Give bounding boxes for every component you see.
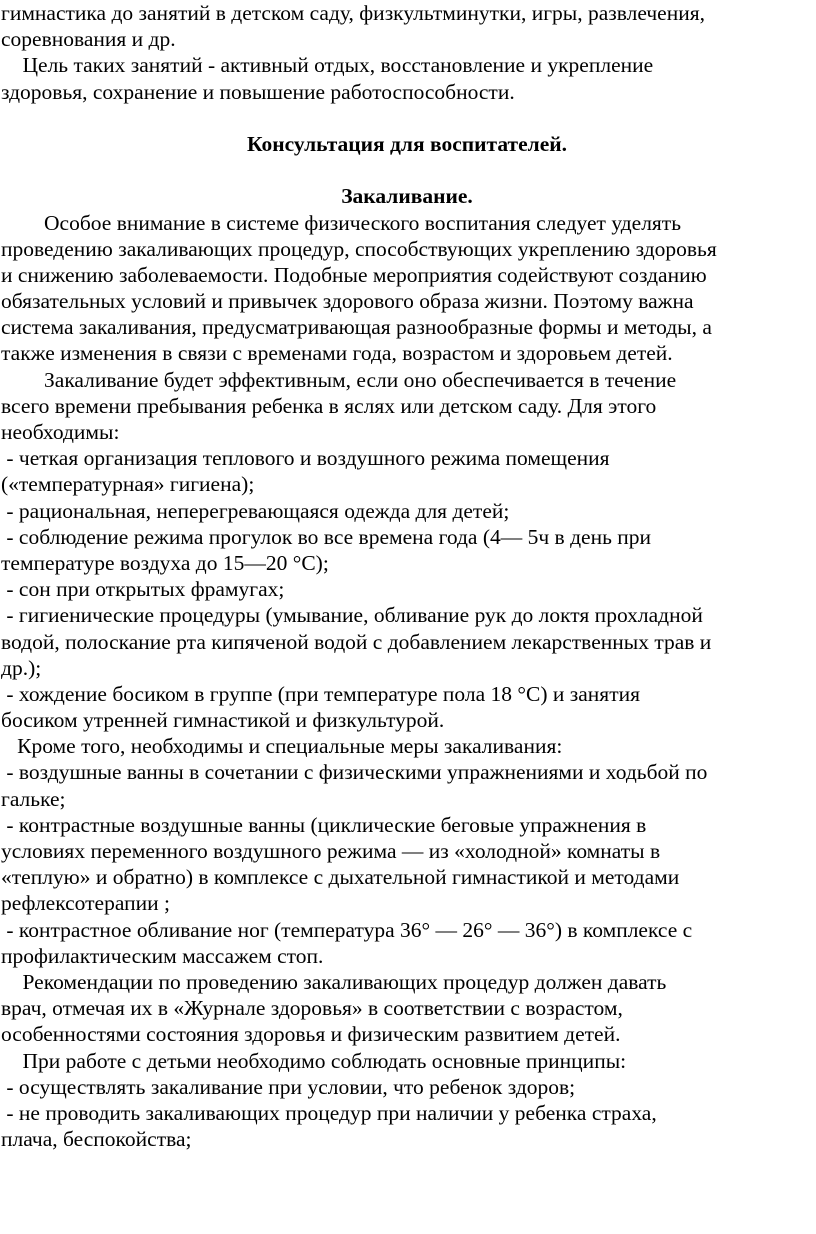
text-line: босиком утренней гимнастикой и физкультурой. bbox=[1, 708, 445, 733]
text-line: профилактическим массажем стоп. bbox=[1, 943, 324, 968]
text-line: температуре воздуха до 15—20 °С); bbox=[1, 550, 329, 575]
text-line: особенностями состояния здоровья и физическим развитием детей. bbox=[1, 1022, 621, 1047]
text-line: врач, отмечая их в «Журнале здоровья» в соответствии с возрастом, bbox=[1, 996, 623, 1021]
text-line: - соблюдение режима прогулок во все времена года (4— 5ч в день при bbox=[1, 524, 652, 549]
intro-paragraph bbox=[1, 0, 813, 105]
text-line: - сон при открытых фрамугах; bbox=[1, 577, 285, 602]
text-line: условиях переменного воздушного режима — из «холодной» комнаты в bbox=[1, 839, 661, 863]
text-line: - воздушные ванны в сочетании с физическими упражнениями и ходьбой по bbox=[1, 760, 708, 785]
text-line: система закаливания, предусматривающая разнообразные формы и методы, а bbox=[1, 315, 712, 340]
text-line: всего времени пребывания ребенка в яслях или детском саду. Для этого bbox=[1, 393, 657, 418]
text-line: - четкая организация теплового и воздушного режима помещения bbox=[1, 446, 610, 471]
text-line: («температурная» гигиена); bbox=[1, 472, 255, 497]
text-line: Кроме того, необходимы и специальные меры закаливания: bbox=[1, 734, 563, 759]
text-line: здоровья, сохранение и повышение работоспособности. bbox=[1, 79, 515, 104]
text-line: «теплую» и обратно) в комплексе с дыхательной гимнастикой и методами bbox=[1, 865, 680, 890]
text-line: плача, беспокойства; bbox=[1, 1127, 192, 1152]
text-line: гальке; bbox=[1, 786, 66, 811]
text-line: - контрастное обливание ног (температура 36° — 26° — 36°) в комплексе с bbox=[1, 917, 693, 942]
text-line: гимнастика до занятий в детском саду, физкультминутки, игры, развлечения, bbox=[1, 1, 705, 25]
text-line: - рациональная, неперегревающаяся одежда для детей; bbox=[1, 498, 510, 523]
text-line: также изменения в связи с временами года, возрастом и здоровьем детей. bbox=[1, 341, 673, 366]
heading-consultation: Консультация для воспитателей. bbox=[246, 131, 568, 156]
text-line: - контрастные воздушные ванны (циклические беговые упражнения в bbox=[1, 812, 647, 837]
text-line: Особое внимание в системе физического воспитания следует уделять bbox=[1, 210, 682, 235]
text-line: др.); bbox=[1, 655, 42, 680]
text-line: проведению закаливающих процедур, способствующих укреплению здоровья bbox=[1, 236, 717, 261]
text-line: Цель таких занятий - активный отдых, восстановление и укрепление bbox=[1, 53, 654, 78]
text-line: соревнования и др. bbox=[1, 27, 176, 52]
body-text bbox=[1, 210, 813, 1153]
text-line: При работе с детьми необходимо соблюдать основные принципы: bbox=[1, 1048, 627, 1073]
text-line: обязательных условий и привычек здорового образа жизни. Поэтому важна bbox=[1, 289, 694, 314]
text-line: Закаливание будет эффективным, если оно обеспечивается в течение bbox=[1, 367, 677, 392]
text-line: и снижению заболеваемости. Подобные мероприятия содействуют созданию bbox=[1, 262, 707, 287]
text-line: необходимы: bbox=[1, 420, 120, 444]
text-line: - не проводить закаливающих процедур при наличии у ребенка страха, bbox=[1, 1100, 657, 1125]
text-line: водой, полоскание рта кипяченой водой с добавлением лекарственных трав и bbox=[1, 629, 712, 654]
spacer bbox=[1, 157, 813, 183]
text-line: Рекомендации по проведению закаливающих процедур должен давать bbox=[1, 969, 667, 994]
spacer bbox=[1, 105, 813, 131]
text-line: - осуществлять закаливание при условии, что ребенок здоров; bbox=[1, 1074, 576, 1099]
text-line: - хождение босиком в группе (при температуре пола 18 °С) и занятия bbox=[1, 681, 640, 706]
text-line: рефлексотерапии ; bbox=[1, 891, 170, 916]
document-page bbox=[1, 0, 813, 1152]
text-line: - гигиенические процедуры (умывание, обливание рук до локтя прохладной bbox=[1, 603, 703, 628]
heading-hardening: Закаливание. bbox=[341, 184, 473, 209]
